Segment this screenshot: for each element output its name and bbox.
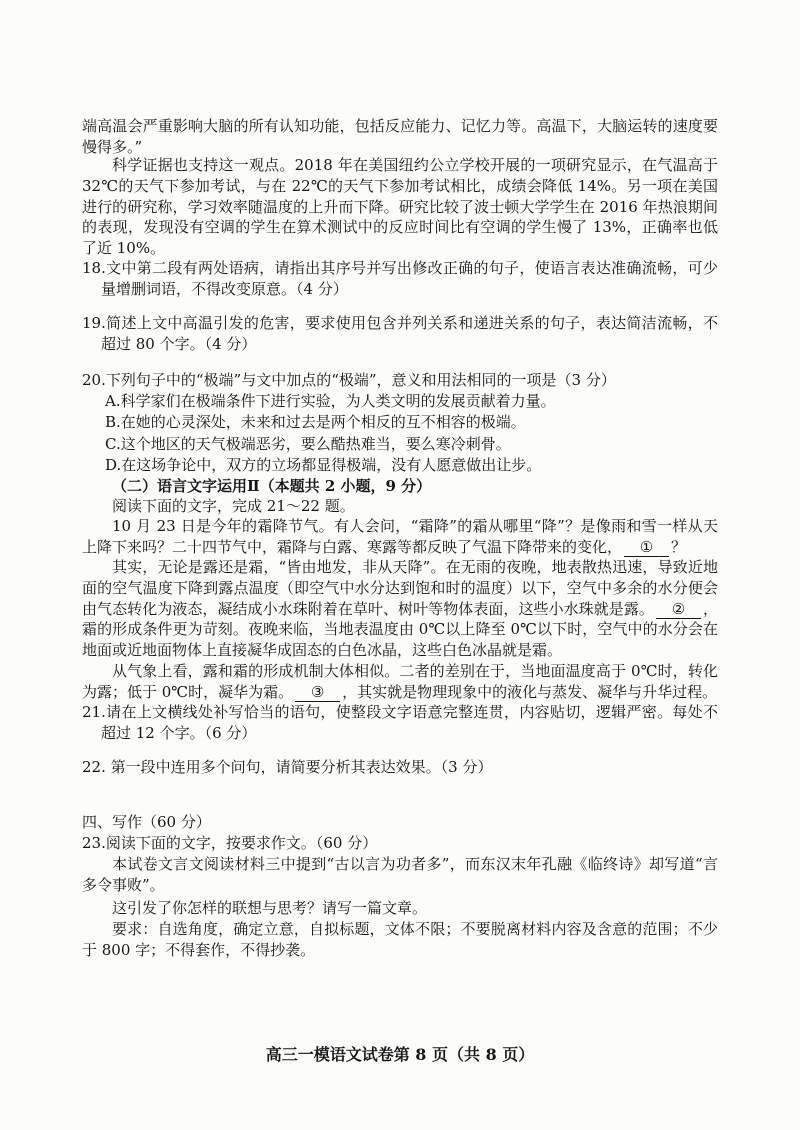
frost-paragraph-3 xyxy=(82,661,718,703)
question-19-text: 简述上文中高温引发的危害，要求使用包含并列关系和递进关系的句子，表达简洁流畅，不超过 80 个字。（4 分） xyxy=(101,314,718,353)
section-two-heading: （二）语言文字运用Ⅱ（本题共 2 小题，9 分） xyxy=(112,477,432,495)
frost-paragraph-2-before: 其实，无论是露还是霜，“皆由地发，非从天降”。在无雨的夜晚，地表散热迅速，导致近地面的空气温度下降到露点温度（即空气中水分达到饱和时的温度）以下，空气中多余的水分便会由气态转化为液态，凝结成小水珠附着在草叶、树叶等物体表面，这些小水珠就是露。 xyxy=(82,558,718,618)
option-b-text: 在她的心灵深处，未来和过去是两个相反的互不相容的极端。 xyxy=(120,413,526,432)
option-c-text: 这个地区的天气极端恶劣，要么酷热难当，要么寒冷刺骨。 xyxy=(120,434,511,453)
section-two-instruction: 阅读下面的文字，完成 21～22 题。 xyxy=(112,497,355,515)
question-19 xyxy=(82,313,718,355)
question-18-text: 文中第二段有两处语病，请指出其序号并写出修改正确的句子，使语言表达准确流畅，可少量增删词语，不得改变原意。（4 分） xyxy=(101,259,718,298)
option-a-label: A. xyxy=(105,392,121,411)
frost-paragraph-1 xyxy=(82,516,718,558)
page-footer: 高三一模语文试卷第 8 页（共 8 页） xyxy=(265,1045,535,1064)
option-d-text: 在这场争论中，双方的立场都显得极端，没有人愿意做出让步。 xyxy=(121,455,542,474)
writing-prompt: 这引发了你怎样的联想与思考？请写一篇文章。 xyxy=(112,899,428,917)
question-22-number: 22. xyxy=(82,758,111,776)
frost-paragraph-3-after: ，其实就是物理现象中的液化与蒸发、凝华与升华过程。 xyxy=(342,682,718,701)
question-23-number: 23. xyxy=(82,834,106,852)
question-22-text: 第一段中连用多个问句，请简要分析其表达效果。（3 分） xyxy=(110,758,493,776)
frost-paragraph-1-after: ？ xyxy=(671,537,687,556)
question-21 xyxy=(82,702,718,744)
question-20 xyxy=(82,370,718,476)
frost-paragraph-3-before: 从气象上看，露和霜的形成机制大体相似。二者的差别在于，当地面温度高于 0℃时，转化为露；低于 0℃时，凝华为霜。 xyxy=(82,662,718,701)
question-18-number: 18. xyxy=(82,259,106,277)
question-20-text: 下列句子中的“极端”与文中加点的“极端”，意义和用法相同的一项是（3 分） xyxy=(105,371,616,389)
option-a-text: 科学家们在极端条件下进行实验，为人类文明的发展贡献着力量。 xyxy=(120,392,556,411)
question-20-number: 20. xyxy=(82,371,106,389)
option-c xyxy=(82,434,718,455)
question-22 xyxy=(82,757,718,778)
question-23-text: 阅读下面的文字，按要求作文。（60 分） xyxy=(105,834,378,852)
question-19-number: 19. xyxy=(82,314,106,332)
frost-paragraph-1-before: 10 月 23 日是今年的霜降节气。有人会问，“霜降”的霜从哪里“降”？是像雨和雪一样从天上降下来吗？二十四节气中，霜降与白露、寒露等都反映了气温下降带来的变化， xyxy=(82,517,718,556)
blank-3: ③ xyxy=(295,684,340,702)
frost-paragraph-2 xyxy=(82,557,718,661)
question-23 xyxy=(82,833,718,854)
frost-paragraph-2-after: ，霜的形成条件更为苛刻。夜晚来临，当地表温度由 0℃以上降至 0℃以下时，空气中的水分会在地面或近地面物体上直接凝华成固态的白色冰晶，这些白色冰晶就是霜。 xyxy=(82,599,718,660)
writing-material: 本试卷文言文阅读材料三中提到“古以言为功者多”，而东汉末年孔融《临终诗》却写道“言多令事败”。 xyxy=(82,855,718,894)
blank-2: ② xyxy=(656,601,701,619)
passage-science-paragraph: 科学证据也支持这一观点。2018 年在美国纽约公立学校开展的一项研究显示，在气温高于 32℃的天气下参加考试，与在 22℃的天气下参加考试相比，成绩会降低 14%。另一项在美国进行的研究称，学习效率随温度的上升而下降。研究比较了波士顿大学学生在 2016 年热浪期间的表现，发现没有空调的学生在算术测试中的反应时间比有空调的学生慢了 13%，正确率也低了近 10%。 xyxy=(82,156,718,258)
option-c-label: C. xyxy=(105,434,121,453)
question-21-number: 21. xyxy=(82,703,106,721)
option-b-label: B. xyxy=(105,413,121,432)
blank-1: ① xyxy=(624,539,669,557)
question-20-stem xyxy=(82,370,718,391)
writing-requirements: 要求：自选角度，确定立意，自拟标题，文体不限；不要脱离材料内容及含意的范围；不少于 800 字；不得套作，不得抄袭。 xyxy=(82,920,718,959)
option-d xyxy=(82,455,718,476)
question-18 xyxy=(82,258,718,300)
option-d-label: D. xyxy=(105,455,122,474)
writing-section-heading: 四、写作（60 分） xyxy=(82,813,211,831)
option-a xyxy=(82,391,718,412)
passage-continued: 端高温会严重影响大脑的所有认知功能，包括反应能力、记忆力等。高温下，大脑运转的速度要慢得多。” xyxy=(82,117,718,156)
option-b xyxy=(82,412,718,433)
question-21-text: 请在上文横线处补写恰当的语句，使整段文字语意完整连贯，内容贴切，逻辑严密。每处不超过 12 个字。（6 分） xyxy=(101,703,718,742)
